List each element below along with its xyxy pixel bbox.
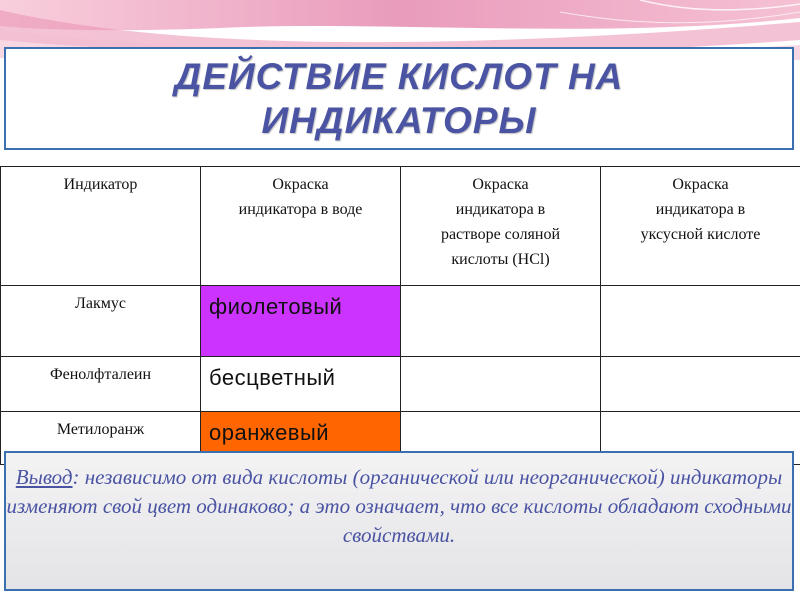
conclusion-body: : независимо от вида кислоты (органической или неорганической) индикаторы изменяют свой цвет одинаково; а это означает, что все кислоты обладают сходными свойствами. — [6, 465, 792, 547]
conclusion-text — [6, 463, 792, 550]
indicator-name-cell: Метилоранж — [1, 412, 201, 465]
indicator-name-cell: Лакмус — [1, 286, 201, 357]
header-cell-acetic: Окраска индикатора в уксусной кислоте — [601, 167, 800, 286]
indicator-name-cell: Фенолфталеин — [1, 357, 201, 412]
acetic-color-cell — [601, 286, 800, 357]
title-box — [4, 47, 794, 150]
water-color-cell: оранжевый — [201, 412, 401, 465]
title-line-1: ДЕЙСТВИЕ КИСЛОТ НА — [174, 55, 624, 97]
title-line-2: ИНДИКАТОРЫ — [261, 99, 537, 141]
hcl-color-cell — [401, 357, 601, 412]
water-color-cell: фиолетовый — [201, 286, 401, 357]
header-cell-hcl: Окраска индикатора в растворе соляной кислоты (HCl) — [401, 167, 601, 286]
header-cell-indicator: Индикатор — [1, 167, 201, 286]
indicator-table — [0, 166, 800, 465]
table-row — [1, 357, 800, 412]
conclusion-label: Вывод — [15, 465, 73, 489]
water-color-cell: бесцветный — [201, 357, 401, 412]
acetic-color-cell — [601, 357, 800, 412]
page-title — [119, 55, 679, 143]
conclusion-box — [4, 451, 794, 591]
header-cell-water: Окраска индикатора в воде — [201, 167, 401, 286]
table-row — [1, 286, 800, 357]
table-header-row — [1, 167, 800, 286]
hcl-color-cell — [401, 286, 601, 357]
